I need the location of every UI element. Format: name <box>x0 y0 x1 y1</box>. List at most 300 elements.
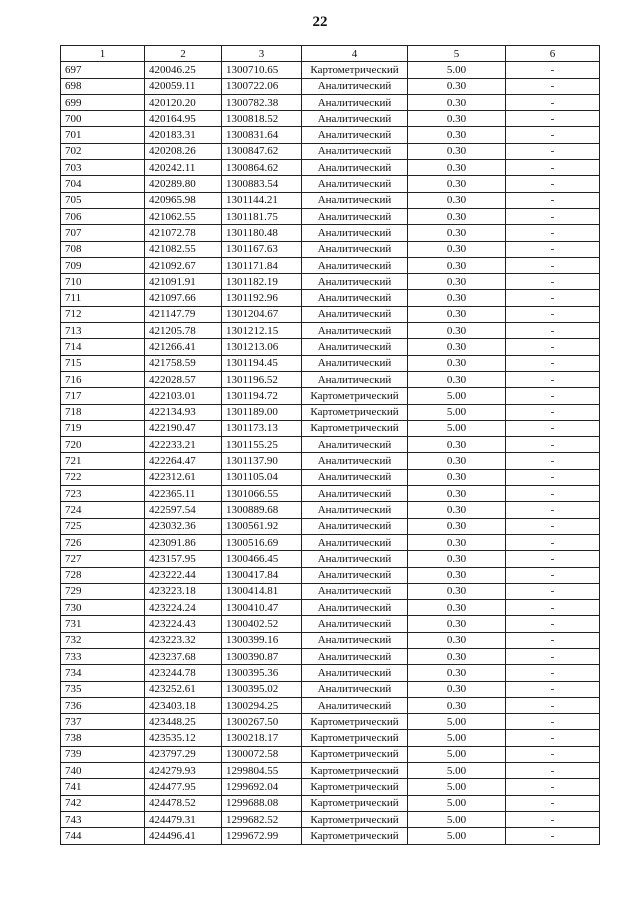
cell-note: - <box>506 828 600 844</box>
cell-coord-y: 1299804.55 <box>222 763 302 779</box>
cell-method: Аналитический <box>302 600 408 616</box>
cell-method: Аналитический <box>302 567 408 583</box>
table-row <box>61 469 600 485</box>
cell-point-number: 728 <box>61 567 145 583</box>
cell-accuracy: 5.00 <box>408 404 506 420</box>
table-row <box>61 518 600 534</box>
cell-coord-y: 1300399.16 <box>222 632 302 648</box>
cell-coord-y: 1300072.58 <box>222 746 302 762</box>
cell-coord-x: 423223.32 <box>145 632 222 648</box>
cell-point-number: 730 <box>61 600 145 616</box>
cell-accuracy: 5.00 <box>408 420 506 436</box>
cell-method: Аналитический <box>302 225 408 241</box>
cell-method: Аналитический <box>302 534 408 550</box>
cell-method: Аналитический <box>302 648 408 664</box>
cell-method: Аналитический <box>302 160 408 176</box>
cell-accuracy: 0.30 <box>408 534 506 550</box>
cell-coord-y: 1300561.92 <box>222 518 302 534</box>
cell-coord-x: 421091.91 <box>145 274 222 290</box>
cell-accuracy: 0.30 <box>408 469 506 485</box>
cell-coord-y: 1301137.90 <box>222 453 302 469</box>
cell-coord-y: 1300883.54 <box>222 176 302 192</box>
cell-method: Картометрический <box>302 795 408 811</box>
cell-point-number: 706 <box>61 208 145 224</box>
table-row <box>61 62 600 78</box>
cell-coord-y: 1300414.81 <box>222 583 302 599</box>
cell-coord-y: 1301144.21 <box>222 192 302 208</box>
cell-coord-y: 1301171.84 <box>222 257 302 273</box>
table-row <box>61 323 600 339</box>
cell-coord-y: 1300831.64 <box>222 127 302 143</box>
cell-note: - <box>506 94 600 110</box>
table-row <box>61 160 600 176</box>
cell-point-number: 736 <box>61 697 145 713</box>
column-header-6: 6 <box>506 46 600 62</box>
cell-method: Картометрический <box>302 811 408 827</box>
cell-method: Аналитический <box>302 551 408 567</box>
cell-coord-x: 423222.44 <box>145 567 222 583</box>
cell-point-number: 718 <box>61 404 145 420</box>
cell-point-number: 734 <box>61 665 145 681</box>
cell-note: - <box>506 257 600 273</box>
cell-note: - <box>506 225 600 241</box>
cell-point-number: 733 <box>61 648 145 664</box>
cell-point-number: 707 <box>61 225 145 241</box>
cell-coord-y: 1299688.08 <box>222 795 302 811</box>
page-number: 22 <box>312 14 328 30</box>
table-row <box>61 681 600 697</box>
table-row <box>61 127 600 143</box>
table-row <box>61 648 600 664</box>
cell-point-number: 741 <box>61 779 145 795</box>
cell-coord-y: 1300782.38 <box>222 94 302 110</box>
cell-accuracy: 0.30 <box>408 518 506 534</box>
cell-coord-x: 422134.93 <box>145 404 222 420</box>
table-row <box>61 306 600 322</box>
cell-point-number: 726 <box>61 534 145 550</box>
cell-method: Аналитический <box>302 176 408 192</box>
cell-note: - <box>506 208 600 224</box>
table-row <box>61 176 600 192</box>
cell-coord-x: 421097.66 <box>145 290 222 306</box>
cell-coord-x: 424479.31 <box>145 811 222 827</box>
cell-point-number: 712 <box>61 306 145 322</box>
cell-coord-y: 1300395.02 <box>222 681 302 697</box>
cell-point-number: 731 <box>61 616 145 632</box>
cell-method: Аналитический <box>302 371 408 387</box>
cell-accuracy: 5.00 <box>408 746 506 762</box>
cell-coord-y: 1300294.25 <box>222 697 302 713</box>
cell-accuracy: 0.30 <box>408 127 506 143</box>
cell-coord-y: 1301181.75 <box>222 208 302 224</box>
cell-note: - <box>506 811 600 827</box>
cell-point-number: 724 <box>61 502 145 518</box>
cell-accuracy: 0.30 <box>408 176 506 192</box>
table-row <box>61 583 600 599</box>
cell-note: - <box>506 518 600 534</box>
cell-coord-y: 1300417.84 <box>222 567 302 583</box>
cell-note: - <box>506 241 600 257</box>
cell-method: Картометрический <box>302 404 408 420</box>
cell-method: Аналитический <box>302 469 408 485</box>
table-row <box>61 339 600 355</box>
cell-note: - <box>506 795 600 811</box>
cell-accuracy: 0.30 <box>408 257 506 273</box>
cell-method: Картометрический <box>302 62 408 78</box>
column-header-2: 2 <box>145 46 222 62</box>
cell-accuracy: 5.00 <box>408 62 506 78</box>
table-row <box>61 388 600 404</box>
cell-point-number: 721 <box>61 453 145 469</box>
cell-accuracy: 0.30 <box>408 502 506 518</box>
table-row <box>61 486 600 502</box>
cell-coord-x: 423091.86 <box>145 534 222 550</box>
coordinates-table <box>60 45 600 845</box>
cell-point-number: 702 <box>61 143 145 159</box>
table-row <box>61 355 600 371</box>
cell-coord-y: 1301189.00 <box>222 404 302 420</box>
table-row <box>61 616 600 632</box>
cell-accuracy: 0.30 <box>408 274 506 290</box>
cell-accuracy: 0.30 <box>408 632 506 648</box>
cell-coord-y: 1301173.13 <box>222 420 302 436</box>
cell-point-number: 722 <box>61 469 145 485</box>
cell-point-number: 717 <box>61 388 145 404</box>
table-row <box>61 143 600 159</box>
cell-method: Аналитический <box>302 94 408 110</box>
cell-coord-x: 423157.95 <box>145 551 222 567</box>
cell-accuracy: 0.30 <box>408 453 506 469</box>
table-row <box>61 78 600 94</box>
table-row <box>61 714 600 730</box>
cell-accuracy: 0.30 <box>408 160 506 176</box>
cell-method: Аналитический <box>302 111 408 127</box>
cell-coord-x: 421082.55 <box>145 241 222 257</box>
cell-point-number: 729 <box>61 583 145 599</box>
cell-coord-y: 1301192.96 <box>222 290 302 306</box>
table-header <box>61 46 600 62</box>
cell-note: - <box>506 763 600 779</box>
cell-note: - <box>506 192 600 208</box>
cell-coord-y: 1300410.47 <box>222 600 302 616</box>
cell-coord-x: 420183.31 <box>145 127 222 143</box>
cell-note: - <box>506 306 600 322</box>
cell-note: - <box>506 388 600 404</box>
cell-note: - <box>506 681 600 697</box>
cell-coord-x: 424477.95 <box>145 779 222 795</box>
cell-note: - <box>506 420 600 436</box>
cell-point-number: 700 <box>61 111 145 127</box>
cell-coord-y: 1300722.06 <box>222 78 302 94</box>
cell-note: - <box>506 502 600 518</box>
cell-accuracy: 5.00 <box>408 811 506 827</box>
cell-note: - <box>506 111 600 127</box>
table-row <box>61 567 600 583</box>
cell-method: Картометрический <box>302 420 408 436</box>
cell-note: - <box>506 632 600 648</box>
table-row <box>61 632 600 648</box>
cell-point-number: 743 <box>61 811 145 827</box>
cell-note: - <box>506 176 600 192</box>
cell-note: - <box>506 665 600 681</box>
cell-coord-y: 1301196.52 <box>222 371 302 387</box>
cell-note: - <box>506 551 600 567</box>
cell-note: - <box>506 437 600 453</box>
cell-point-number: 737 <box>61 714 145 730</box>
cell-coord-x: 422190.47 <box>145 420 222 436</box>
cell-coord-x: 422264.47 <box>145 453 222 469</box>
cell-accuracy: 0.30 <box>408 697 506 713</box>
cell-coord-y: 1301182.19 <box>222 274 302 290</box>
cell-point-number: 739 <box>61 746 145 762</box>
cell-accuracy: 0.30 <box>408 355 506 371</box>
table-row <box>61 534 600 550</box>
cell-coord-x: 424279.93 <box>145 763 222 779</box>
cell-coord-y: 1300390.87 <box>222 648 302 664</box>
cell-coord-x: 423237.68 <box>145 648 222 664</box>
cell-coord-y: 1299672.99 <box>222 828 302 844</box>
cell-note: - <box>506 583 600 599</box>
cell-coord-x: 422597.54 <box>145 502 222 518</box>
cell-method: Картометрический <box>302 388 408 404</box>
cell-coord-x: 421266.41 <box>145 339 222 355</box>
cell-point-number: 740 <box>61 763 145 779</box>
cell-coord-y: 1300267.50 <box>222 714 302 730</box>
cell-point-number: 714 <box>61 339 145 355</box>
cell-method: Аналитический <box>302 323 408 339</box>
cell-point-number: 723 <box>61 486 145 502</box>
table-row <box>61 763 600 779</box>
cell-point-number: 713 <box>61 323 145 339</box>
header-row <box>61 46 600 62</box>
cell-accuracy: 0.30 <box>408 225 506 241</box>
cell-point-number: 742 <box>61 795 145 811</box>
cell-accuracy: 0.30 <box>408 583 506 599</box>
cell-coord-x: 420289.80 <box>145 176 222 192</box>
cell-point-number: 704 <box>61 176 145 192</box>
cell-accuracy: 0.30 <box>408 648 506 664</box>
cell-coord-y: 1300710.65 <box>222 62 302 78</box>
cell-method: Картометрический <box>302 828 408 844</box>
cell-method: Аналитический <box>302 143 408 159</box>
cell-coord-y: 1301066.55 <box>222 486 302 502</box>
cell-method: Аналитический <box>302 632 408 648</box>
cell-accuracy: 5.00 <box>408 730 506 746</box>
table-row <box>61 274 600 290</box>
cell-coord-x: 420965.98 <box>145 192 222 208</box>
cell-method: Аналитический <box>302 616 408 632</box>
cell-coord-x: 424478.52 <box>145 795 222 811</box>
cell-point-number: 727 <box>61 551 145 567</box>
table-row <box>61 811 600 827</box>
cell-note: - <box>506 730 600 746</box>
column-header-1: 1 <box>61 46 145 62</box>
table-row <box>61 795 600 811</box>
cell-coord-x: 420164.95 <box>145 111 222 127</box>
cell-point-number: 698 <box>61 78 145 94</box>
cell-accuracy: 0.30 <box>408 681 506 697</box>
table-row <box>61 665 600 681</box>
table-row <box>61 371 600 387</box>
cell-accuracy: 0.30 <box>408 551 506 567</box>
cell-note: - <box>506 143 600 159</box>
cell-coord-x: 423223.18 <box>145 583 222 599</box>
cell-coord-y: 1301212.15 <box>222 323 302 339</box>
cell-point-number: 699 <box>61 94 145 110</box>
cell-method: Аналитический <box>302 208 408 224</box>
cell-point-number: 703 <box>61 160 145 176</box>
cell-method: Аналитический <box>302 290 408 306</box>
cell-accuracy: 0.30 <box>408 78 506 94</box>
cell-note: - <box>506 534 600 550</box>
cell-method: Картометрический <box>302 746 408 762</box>
cell-note: - <box>506 404 600 420</box>
cell-note: - <box>506 746 600 762</box>
cell-point-number: 711 <box>61 290 145 306</box>
cell-coord-x: 423252.61 <box>145 681 222 697</box>
table-row <box>61 241 600 257</box>
cell-coord-x: 421072.78 <box>145 225 222 241</box>
cell-accuracy: 0.30 <box>408 241 506 257</box>
cell-coord-x: 423224.43 <box>145 616 222 632</box>
cell-coord-x: 422365.11 <box>145 486 222 502</box>
cell-note: - <box>506 616 600 632</box>
table-row <box>61 697 600 713</box>
cell-method: Аналитический <box>302 241 408 257</box>
cell-coord-y: 1301167.63 <box>222 241 302 257</box>
cell-note: - <box>506 62 600 78</box>
cell-coord-y: 1301105.04 <box>222 469 302 485</box>
cell-point-number: 735 <box>61 681 145 697</box>
cell-note: - <box>506 274 600 290</box>
cell-coord-y: 1301194.72 <box>222 388 302 404</box>
table-row <box>61 290 600 306</box>
cell-note: - <box>506 469 600 485</box>
cell-note: - <box>506 600 600 616</box>
cell-coord-x: 422103.01 <box>145 388 222 404</box>
cell-point-number: 710 <box>61 274 145 290</box>
cell-method: Аналитический <box>302 502 408 518</box>
cell-accuracy: 0.30 <box>408 665 506 681</box>
cell-method: Картометрический <box>302 779 408 795</box>
column-header-3: 3 <box>222 46 302 62</box>
cell-coord-y: 1301213.06 <box>222 339 302 355</box>
cell-note: - <box>506 714 600 730</box>
cell-accuracy: 5.00 <box>408 714 506 730</box>
cell-method: Аналитический <box>302 78 408 94</box>
table-row <box>61 730 600 746</box>
cell-point-number: 705 <box>61 192 145 208</box>
table-body <box>61 62 600 844</box>
table-row <box>61 600 600 616</box>
column-header-4: 4 <box>302 46 408 62</box>
cell-method: Аналитический <box>302 583 408 599</box>
cell-point-number: 716 <box>61 371 145 387</box>
cell-note: - <box>506 371 600 387</box>
table-row <box>61 502 600 518</box>
table-row <box>61 208 600 224</box>
cell-coord-x: 422028.57 <box>145 371 222 387</box>
cell-coord-y: 1299692.04 <box>222 779 302 795</box>
cell-coord-y: 1301180.48 <box>222 225 302 241</box>
cell-note: - <box>506 486 600 502</box>
cell-coord-x: 424496.41 <box>145 828 222 844</box>
cell-coord-y: 1300218.17 <box>222 730 302 746</box>
cell-coord-x: 420046.25 <box>145 62 222 78</box>
cell-point-number: 738 <box>61 730 145 746</box>
cell-accuracy: 5.00 <box>408 763 506 779</box>
cell-coord-y: 1300466.45 <box>222 551 302 567</box>
cell-coord-x: 421062.55 <box>145 208 222 224</box>
cell-accuracy: 0.30 <box>408 339 506 355</box>
cell-point-number: 744 <box>61 828 145 844</box>
cell-method: Аналитический <box>302 437 408 453</box>
cell-method: Аналитический <box>302 306 408 322</box>
table-row <box>61 551 600 567</box>
cell-method: Картометрический <box>302 763 408 779</box>
cell-method: Аналитический <box>302 274 408 290</box>
cell-note: - <box>506 78 600 94</box>
cell-accuracy: 0.30 <box>408 306 506 322</box>
cell-coord-y: 1301155.25 <box>222 437 302 453</box>
cell-coord-y: 1300516.69 <box>222 534 302 550</box>
cell-coord-x: 422233.21 <box>145 437 222 453</box>
table-row <box>61 437 600 453</box>
table-row <box>61 94 600 110</box>
cell-method: Аналитический <box>302 257 408 273</box>
cell-method: Аналитический <box>302 518 408 534</box>
cell-accuracy: 5.00 <box>408 795 506 811</box>
cell-point-number: 709 <box>61 257 145 273</box>
cell-accuracy: 0.30 <box>408 192 506 208</box>
cell-coord-x: 421147.79 <box>145 306 222 322</box>
column-header-5: 5 <box>408 46 506 62</box>
cell-method: Аналитический <box>302 453 408 469</box>
cell-note: - <box>506 648 600 664</box>
cell-note: - <box>506 453 600 469</box>
cell-coord-x: 423224.24 <box>145 600 222 616</box>
cell-point-number: 708 <box>61 241 145 257</box>
cell-method: Аналитический <box>302 697 408 713</box>
cell-coord-y: 1300402.52 <box>222 616 302 632</box>
cell-method: Аналитический <box>302 665 408 681</box>
cell-point-number: 697 <box>61 62 145 78</box>
cell-method: Аналитический <box>302 681 408 697</box>
cell-coord-x: 421205.78 <box>145 323 222 339</box>
cell-coord-x: 423535.12 <box>145 730 222 746</box>
cell-coord-y: 1300818.52 <box>222 111 302 127</box>
cell-accuracy: 0.30 <box>408 143 506 159</box>
cell-accuracy: 0.30 <box>408 323 506 339</box>
cell-note: - <box>506 567 600 583</box>
cell-method: Картометрический <box>302 730 408 746</box>
cell-coord-x: 422312.61 <box>145 469 222 485</box>
cell-accuracy: 5.00 <box>408 779 506 795</box>
cell-accuracy: 5.00 <box>408 388 506 404</box>
cell-coord-x: 420120.20 <box>145 94 222 110</box>
cell-coord-x: 423244.78 <box>145 665 222 681</box>
cell-note: - <box>506 339 600 355</box>
table-row <box>61 257 600 273</box>
cell-method: Аналитический <box>302 355 408 371</box>
table-row <box>61 225 600 241</box>
table-row <box>61 828 600 844</box>
cell-method: Картометрический <box>302 714 408 730</box>
cell-point-number: 701 <box>61 127 145 143</box>
cell-coord-y: 1301194.45 <box>222 355 302 371</box>
cell-accuracy: 0.30 <box>408 208 506 224</box>
cell-point-number: 719 <box>61 420 145 436</box>
